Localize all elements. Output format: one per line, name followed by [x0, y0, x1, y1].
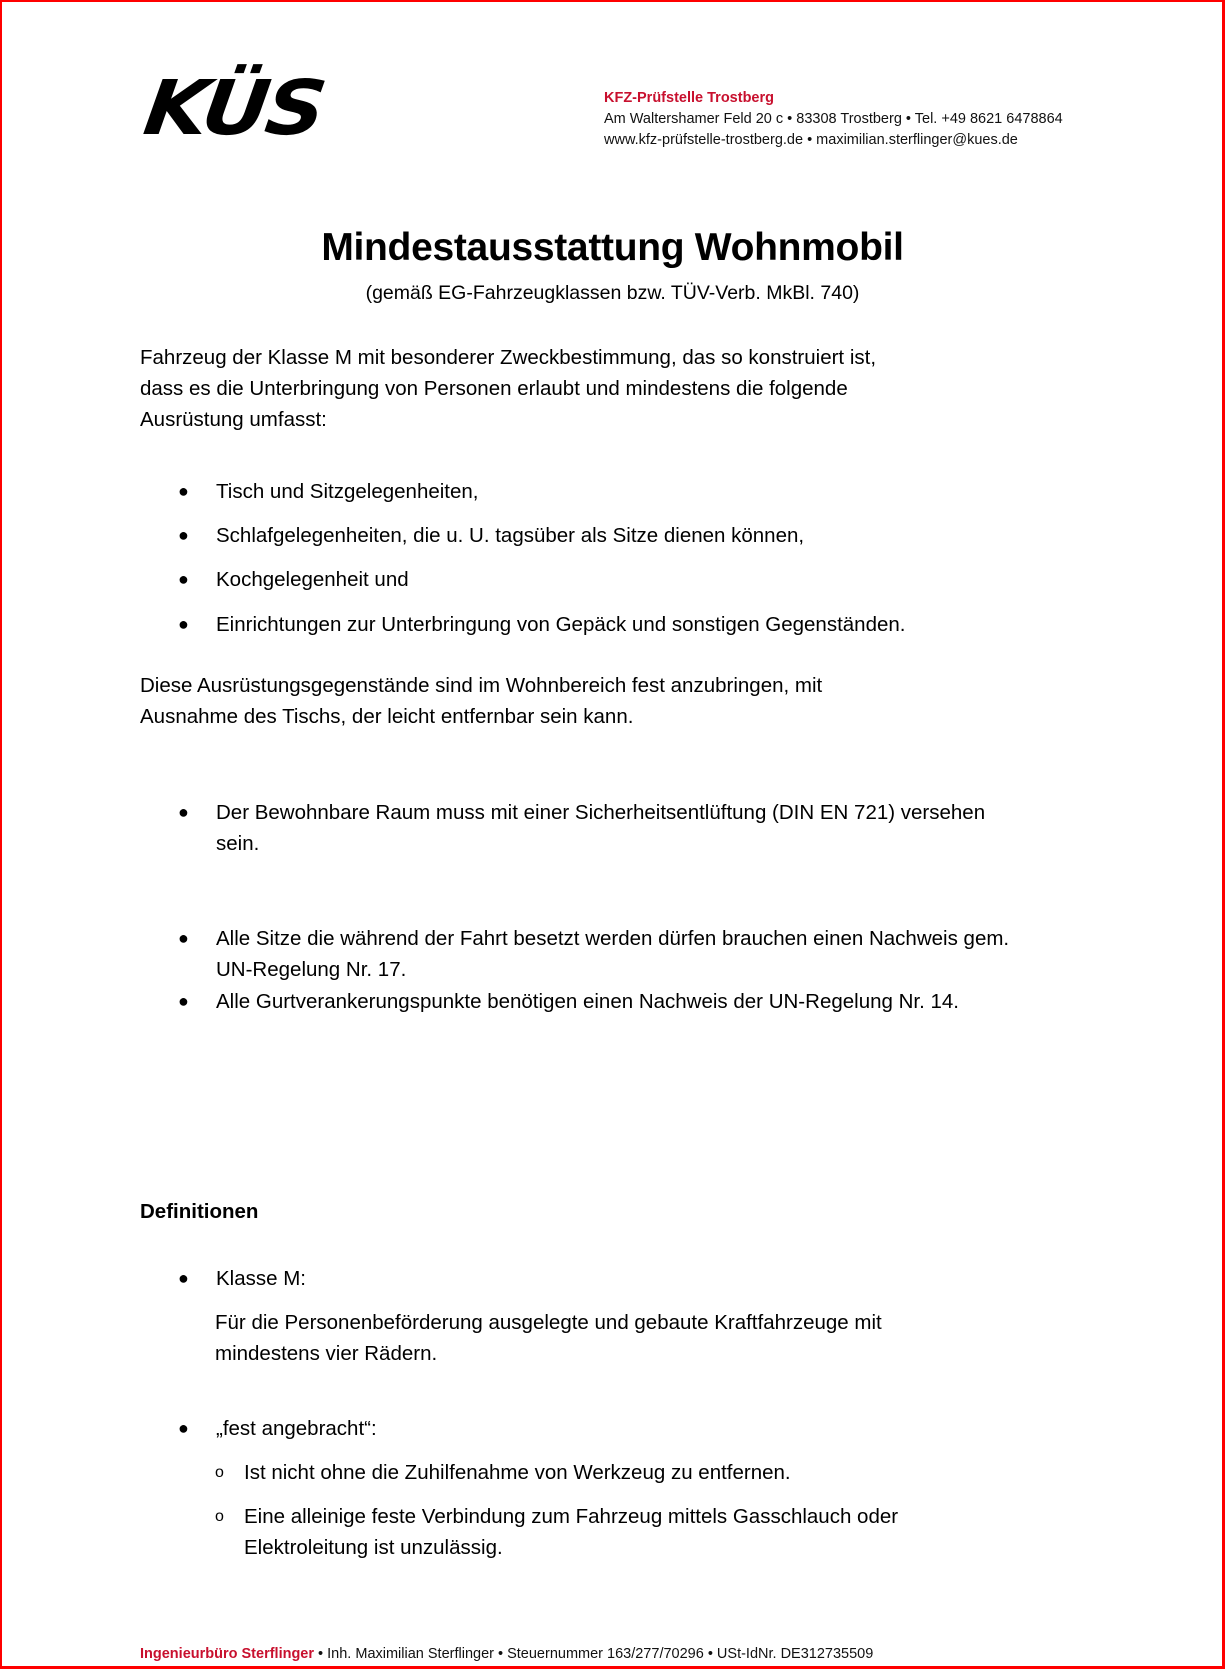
fixed-installation-note: [140, 670, 822, 732]
equipment-list-item: [178, 564, 409, 595]
equipment-text: Tisch und Sitzgelegenheiten,: [216, 480, 479, 503]
bullet-icon: ●: [178, 614, 189, 634]
definitions-heading: Definitionen: [140, 1200, 259, 1223]
intro-line: dass es die Unterbringung von Personen erlaubt und mindestens die folgende: [140, 377, 848, 400]
requirement-line: Alle Gurtverankerungspunkte benötigen einen Nachweis der UN-Regelung Nr. 14.: [216, 990, 959, 1013]
requirement-item: [178, 797, 985, 859]
requirement-line: sein.: [216, 832, 260, 855]
office-address: Am Waltershamer Feld 20 c • 83308 Trostberg • Tel. +49 8621 6478864: [604, 111, 1063, 127]
bullet-icon: ●: [178, 525, 189, 545]
requirement-item: [178, 923, 1009, 985]
definition-text-class-m: [215, 1307, 882, 1369]
subitem-line: Elektroleitung ist unzulässig.: [244, 1536, 503, 1559]
requirement-item: [178, 986, 959, 1017]
document-subtitle: (gemäß EG-Fahrzeugklassen bzw. TÜV-Verb. MkBl. 740): [365, 282, 860, 304]
definition-item-fixed: [178, 1413, 377, 1444]
bullet-icon: ●: [178, 802, 189, 822]
note-line: Diese Ausrüstungsgegenstände sind im Wohnbereich fest anzubringen, mit: [140, 674, 823, 697]
equipment-list-item: [178, 609, 905, 640]
page-footer: [140, 1646, 873, 1662]
subitem-line: Eine alleinige feste Verbindung zum Fahrzeug mittels Gasschlauch oder: [244, 1505, 899, 1528]
definition-term: Klasse M:: [216, 1267, 306, 1290]
equipment-list-item: [178, 520, 804, 551]
office-contact-block: [604, 88, 1063, 151]
equipment-text: Einrichtungen zur Unterbringung von Gepäck und sonstigen Gegenständen.: [216, 613, 906, 636]
hollow-bullet-icon: o: [215, 1464, 224, 1481]
footer-details: • Inh. Maximilian Sterflinger • Steuernummer 163/277/70296 • USt-IdNr. DE312735509: [314, 1646, 874, 1662]
kues-logo: KÜS: [138, 64, 329, 153]
bullet-icon: ●: [178, 928, 189, 948]
definition-item-class-m: [178, 1263, 306, 1294]
bullet-icon: ●: [178, 1268, 189, 1288]
definition-term: „fest angebracht“:: [216, 1417, 377, 1440]
document-title: Mindestausstattung Wohnmobil: [321, 226, 904, 269]
intro-paragraph: [140, 342, 876, 435]
bullet-icon: ●: [178, 991, 189, 1011]
bullet-icon: ●: [178, 569, 189, 589]
definition-line: mindestens vier Rädern.: [215, 1342, 438, 1365]
equipment-text: Kochgelegenheit und: [216, 568, 409, 591]
requirement-line: Der Bewohnbare Raum muss mit einer Sicherheitsentlüftung (DIN EN 721) versehen: [216, 801, 986, 824]
definition-subitem: [215, 1457, 791, 1488]
equipment-text: Schlafgelegenheiten, die u. U. tagsüber als Sitze dienen können,: [216, 524, 805, 547]
definition-line: Für die Personenbeförderung ausgelegte und gebaute Kraftfahrzeuge mit: [215, 1311, 882, 1334]
intro-line: Fahrzeug der Klasse M mit besonderer Zweckbestimmung, das so konstruiert ist,: [140, 346, 877, 369]
bullet-icon: ●: [178, 1418, 189, 1438]
subitem-line: Ist nicht ohne die Zuhilfenahme von Werkzeug zu entfernen.: [244, 1461, 791, 1484]
equipment-list-item: [178, 476, 479, 507]
note-line: Ausnahme des Tischs, der leicht entfernbar sein kann.: [140, 705, 634, 728]
intro-line: Ausrüstung umfasst:: [140, 408, 327, 431]
definition-subitem: [215, 1501, 898, 1563]
hollow-bullet-icon: o: [215, 1508, 224, 1525]
requirement-line: Alle Sitze die während der Fahrt besetzt werden dürfen brauchen einen Nachweis gem.: [216, 927, 1010, 950]
office-web-email: www.kfz-prüfstelle-trostberg.de • maximilian.sterflinger@kues.de: [604, 132, 1018, 148]
bullet-icon: ●: [178, 481, 189, 501]
footer-company: Ingenieurbüro Sterflinger: [140, 1646, 315, 1662]
office-name: KFZ-Prüfstelle Trostberg: [604, 90, 774, 106]
requirement-line: UN-Regelung Nr. 17.: [216, 958, 407, 981]
